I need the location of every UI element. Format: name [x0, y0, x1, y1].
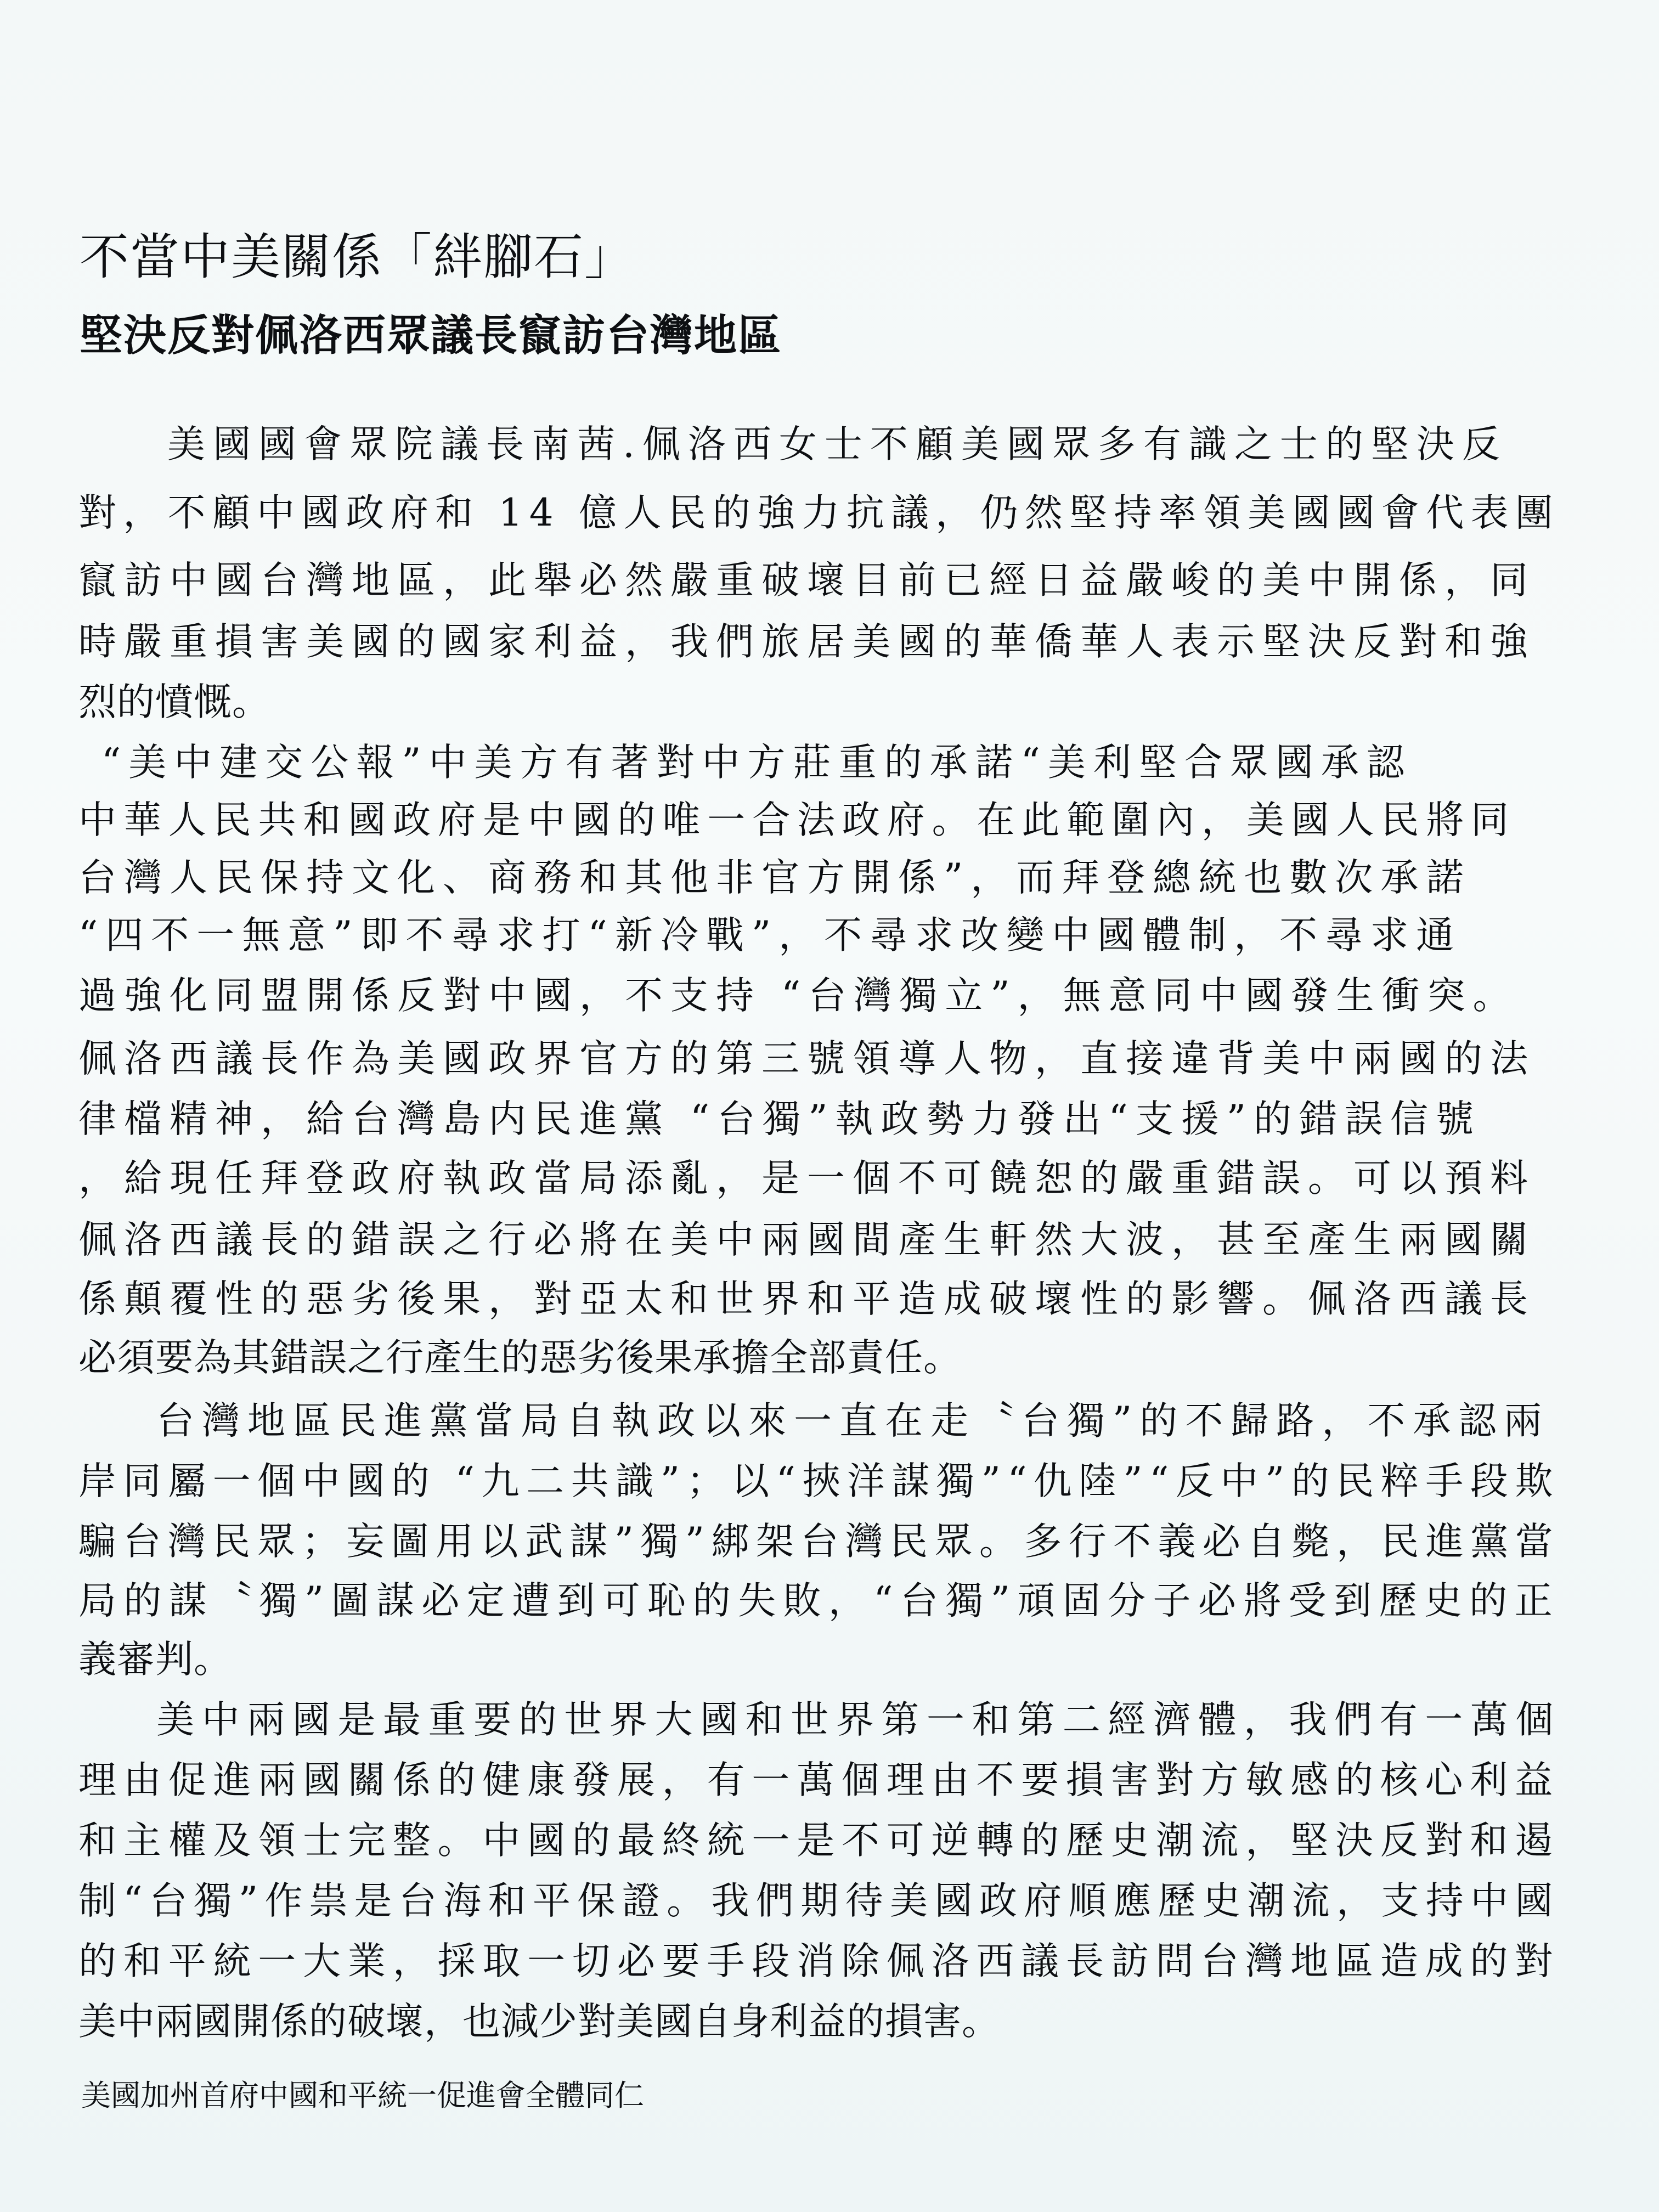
body-line: 美中兩國是最重要的世界大國和世界第一和第二經濟體，我們有一萬個 — [156, 1698, 1561, 1742]
body-line: 竄訪中國台灣地區，此舉必然嚴重破壞目前已經日益嚴峻的美中開係，同 — [78, 558, 1536, 602]
body-line: 中華人民共和國政府是中國的唯一合法政府。在此範圍內，美國人民將同 — [78, 798, 1516, 842]
body-line: 騙台灣民眾；妄圖用以武謀”獨”綁架台灣民眾。多行不義必自斃，民進黨當 — [78, 1520, 1560, 1564]
body-line: 的和平統一大業，採取一切必要手段消除佩洛西議長訪問台灣地區造成的對 — [78, 1939, 1560, 1983]
body-line: 理由促進兩國關係的健康發展，有一萬個理由不要損害對方敏感的核心利益 — [78, 1758, 1560, 1802]
body-line: ，給現任拜登政府執政當局添亂，是一個不可饒恕的嚴重錯誤。可以預料 — [78, 1156, 1536, 1200]
document-title: 不當中美關係「絆腳石」 — [80, 228, 635, 286]
body-line: 佩洛西議長的錯誤之行必將在美中兩國間產生軒然大波，甚至產生兩國關 — [78, 1218, 1536, 1262]
body-line: 律檔精神，給台灣島内民進黨 “台獨”執政勢力發出“支援”的錯誤信號 — [78, 1097, 1482, 1141]
body-line: 係顛覆性的惡劣後果，對亞太和世界和平造成破壞性的影響。佩洛西議長 — [78, 1277, 1536, 1321]
body-line: 必須要為其錯誤之行產生的惡劣後果承擔全部責任。 — [78, 1336, 962, 1380]
body-line: 過強化同盟開係反對中國，不支持 “台灣獨立”，無意同中國發生衝突。 — [78, 974, 1519, 1018]
document-signature: 美國加州首府中國和平統一促進會全體同仁 — [81, 2078, 644, 2113]
body-line: 台灣人民保持文化、商務和其他非官方開係”，而拜登總統也數次承諾 — [78, 856, 1472, 900]
body-line: 美中兩國開係的破壞，也減少對美國自身利益的損害。 — [78, 2000, 1000, 2044]
body-line: 制“台獨”作祟是台海和平保證。我們期待美國政府順應歷史潮流，支持中國 — [78, 1879, 1560, 1923]
body-line: 佩洛西議長作為美國政界官方的第三號領導人物，直接違背美中兩國的法 — [78, 1037, 1536, 1081]
body-line: 台灣地區民進黨當局自執政以來一直在走〝台獨”的不歸路，不承認兩 — [156, 1399, 1550, 1443]
body-line: 美國國會眾院議長南茜.佩洛西女士不顧美國眾多有識之士的堅決反 — [167, 422, 1508, 466]
body-line: “美中建交公報”中美方有著對中方莊重的承諾“美利堅合眾國承認 — [101, 741, 1412, 785]
document-subtitle: 堅決反對佩洛西眾議長竄訪台灣地區 — [80, 311, 782, 360]
body-line: “四不一無意”即不尋求打“新冷戰”，不尋求改變中國體制，不尋求通 — [78, 913, 1462, 957]
body-line: 局的謀〝獨”圖謀必定遭到可恥的失敗，“台獨”頑固分子必將受到歷史的正 — [78, 1579, 1560, 1623]
body-line: 岸同屬一個中國的 “九二共識”；以“挾洋謀獨”“仇陸”“反中”的民粹手段欺 — [78, 1459, 1560, 1503]
body-line: 烈的憤慨。 — [78, 680, 270, 724]
body-line: 對，不顧中國政府和 14 億人民的強力抗議，仍然堅持率領美國國會代表團 — [78, 491, 1560, 535]
body-line: 義審判。 — [78, 1638, 232, 1681]
body-line: 和主權及領士完整。中國的最終統一是不可逆轉的歷史潮流，堅決反對和遏 — [78, 1819, 1560, 1863]
body-line: 時嚴重損害美國的國家利益，我們旅居美國的華僑華人表示堅決反對和強 — [78, 620, 1536, 664]
